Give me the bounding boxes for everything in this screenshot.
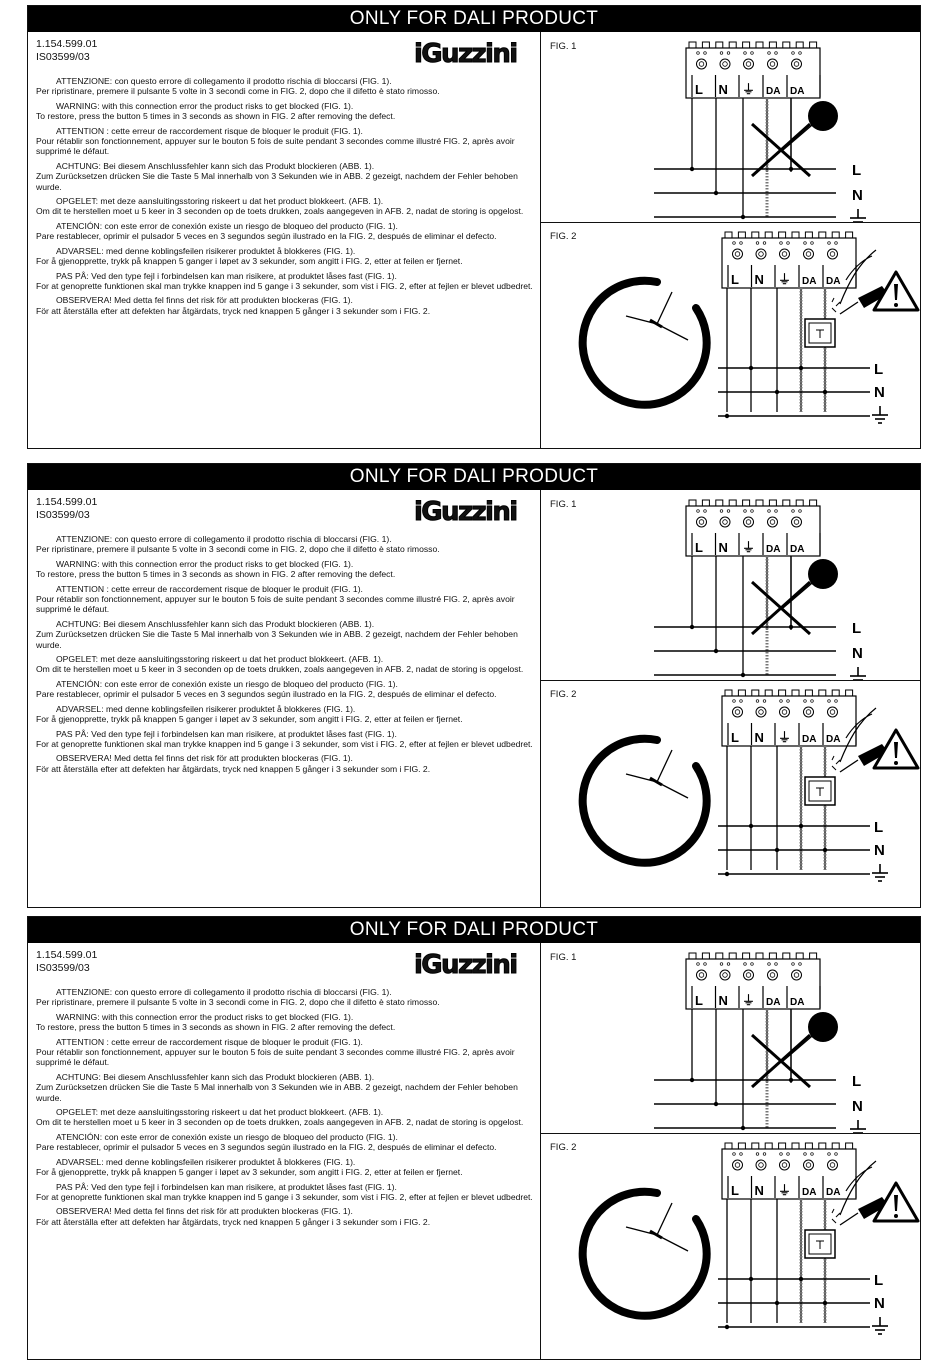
text-column [28,490,541,907]
line-label-l: L [874,1272,884,1289]
multilingual-notes [36,534,536,778]
terminal-label: L [695,540,703,555]
figure-1 [540,943,920,1134]
note-warning: ACHTUNG: Bei diesem Anschlussfehler kann sich das Produkt blockieren (ABB. 1). [56,618,375,629]
note-instruction: Pare restablecer, oprimir el pulsador 5 veces en 3 segundos según ilustrado en la FIG. 2, después de eliminar el defecto. [36,1142,497,1153]
figure-column [540,490,920,907]
doc-revision: IS03599/03 [36,51,90,63]
junction-dot [741,1126,745,1130]
note-warning: ATTENTION : cette erreur de raccordement risque de bloquer le produit (FIG. 1). [56,1036,363,1047]
banner-title: ONLY FOR DALI PRODUCT [28,917,920,943]
junction-dot [823,848,827,852]
terminal-label: N [754,1183,764,1198]
fig2-reset-diagram [540,222,922,450]
terminal-label: ⏚ [742,540,756,555]
note-instruction: Zum Zurücksetzen drücken Sie die Taste 5 Mal innerhalb von 3 Sekunden wie in ABB. 2 gezeigt, nachdem der Fehler behoben wurde. [36,629,518,650]
terminal-label: N [718,82,728,97]
figure-1 [540,32,920,223]
text-column [28,943,541,1359]
terminal-label: DA [826,1187,841,1198]
note-warning: PAS PÅ: Ved den type fejl i forbindelsen kan man risikere, at produktet låses fast (FIG. 1). [56,270,397,281]
note-instruction: Om dit te herstellen moet u 5 keer in 3 seconden op de toets drukken, zoals aangegeven in AFB. 2, nadat de storing is opgelost. [36,664,524,675]
doc-revision: IS03599/03 [36,509,90,521]
note-paragraph [36,161,536,192]
ground-icon [872,864,888,881]
note-paragraph [36,271,536,292]
note-instruction: For at genoprette funktionen skal man trykke knappen ind 5 gange i 3 sekunder, som vist i FIG. 2, efter at fejlen er blevet udbedret. [36,1191,533,1202]
note-instruction: To restore, press the button 5 times in 3 seconds as shown in FIG. 2 after removing the defect. [36,1022,396,1033]
fig1-label: FIG. 1 [550,499,577,510]
banner-title: ONLY FOR DALI PRODUCT [28,464,920,490]
junction-dot [749,824,753,828]
push-button-icon [805,319,835,347]
junction-dot [714,649,718,653]
note-warning: ATTENZIONE: con questo errore di collegamento il prodotto rischia di bloccarsi (FIG. 1). [56,76,392,86]
terminal-label: L [731,272,739,287]
instruction-panel [27,463,921,908]
clock-icon [583,281,707,405]
junction-dot [725,872,729,876]
note-warning: WARNING: with this connection error the product risks to get blocked (FIG. 1). [56,100,354,111]
note-paragraph [36,753,536,774]
note-instruction: To restore, press the button 5 times in 3 seconds as shown in FIG. 2 after removing the defect. [36,569,396,580]
doc-code: 1.154.599.01 [36,949,98,961]
note-instruction: For å gjenopprette, trykk på knappen 5 ganger i løpet av 3 sekunder, som angitt i FIG. 2, etter at feilen er fjernet. [36,714,463,725]
note-warning: OPGELET: met deze aansluitingsstoring riskeert u dat het product blokkeert. (AFB. 1). [56,654,384,665]
note-warning: WARNING: with this connection error the product risks to get blocked (FIG. 1). [56,1011,354,1022]
figure-column [540,32,920,448]
terminal-label: DA [826,276,841,287]
note-paragraph [36,654,536,675]
terminal-label: L [731,1183,739,1198]
terminal-label: DA [802,276,817,287]
brand-logo: iGuzzini [414,39,517,69]
terminal-label: ⏚ [778,730,792,745]
line-label-n: N [852,645,863,662]
note-paragraph [36,619,536,650]
junction-dot [690,1078,694,1082]
note-warning: WARNING: with this connection error the product risks to get blocked (FIG. 1). [56,558,354,569]
junction-dot [749,1277,753,1281]
note-warning: ADVARSEL: med denne koblingsfeilen risikerer produktet å blokkeres (FIG. 1). [56,245,356,256]
terminal-label: DA [790,86,805,97]
terminal-label: N [718,993,728,1008]
fig1-label: FIG. 1 [550,41,577,52]
junction-dot [775,1301,779,1305]
note-instruction: Om dit te herstellen moet u 5 keer in 3 seconden op de toets drukken, zoals aangegeven in AFB. 2, nadat de storing is opgelost. [36,206,524,217]
doc-revision: IS03599/03 [36,962,90,974]
note-warning: ADVARSEL: med denne koblingsfeilen risikerer produktet å blokkeres (FIG. 1). [56,1156,356,1167]
note-instruction: For at genoprette funktionen skal man trykke knappen ind 5 gange i 3 sekunder, som vist i FIG. 2, efter at fejlen er blevet udbedret. [36,280,533,291]
note-paragraph [36,1132,536,1153]
push-button-icon [805,1230,835,1258]
terminal-label: DA [802,734,817,745]
note-instruction: Pare restablecer, oprimir el pulsador 5 veces en 3 segundos según ilustrado en la FIG. 2, después de eliminar el defecto. [36,689,497,700]
note-instruction: Om dit te herstellen moet u 5 keer in 3 seconden op de toets drukken, zoals aangegeven in AFB. 2, nadat de storing is opgelost. [36,1117,524,1128]
note-instruction: Pour rétablir son fonctionnement, appuyer sur le bouton 5 fois de suite pendant 3 secondes comme illustré FIG. 2, après avoir supprimé le défaut. [36,136,515,157]
clock-icon [583,739,707,863]
note-paragraph [36,584,536,615]
instruction-panel [27,916,921,1360]
terminal-label: L [731,730,739,745]
note-instruction: Per ripristinare, premere il pulsante 5 volte in 3 secondi come in FIG. 2, dopo che il difetto è stato rimosso. [36,997,440,1008]
terminal-block [686,500,820,556]
note-instruction: For å gjenopprette, trykk på knappen 5 ganger i løpet av 3 sekunder, som angitt i FIG. 2, etter at feilen er fjernet. [36,256,463,267]
note-paragraph [36,126,536,157]
note-instruction: Per ripristinare, premere il pulsante 5 volte in 3 secondi come in FIG. 2, dopo che il difetto è stato rimosso. [36,86,440,97]
line-label-l: L [852,620,862,637]
line-label-n: N [874,1295,885,1312]
ground-icon [850,209,866,222]
multilingual-notes [36,76,536,320]
note-instruction: Zum Zurücksetzen drücken Sie die Taste 5 Mal innerhalb von 3 Sekunden wie in ABB. 2 gezeigt, nachdem der Fehler behoben wurde. [36,1082,518,1103]
note-warning: ATTENTION : cette erreur de raccordement risque de bloquer le produit (FIG. 1). [56,125,363,136]
figure-2 [540,222,920,448]
note-paragraph [36,987,536,1008]
note-paragraph [36,1037,536,1068]
figure-2 [540,1133,920,1359]
note-instruction: Per ripristinare, premere il pulsante 5 volte in 3 secondi come in FIG. 2, dopo che il difetto è stato rimosso. [36,544,440,555]
note-warning: OBSERVERA! Med detta fel finns det risk för att produkten blockeras (FIG. 1). [56,753,353,764]
terminal-block [722,690,856,746]
note-warning: OBSERVERA! Med detta fel finns det risk för att produkten blockeras (FIG. 1). [56,1206,353,1217]
junction-dot [775,390,779,394]
note-paragraph [36,1206,536,1227]
terminal-block [722,232,856,288]
figure-1 [540,490,920,681]
note-paragraph [36,1072,536,1103]
junction-dot [823,1301,827,1305]
junction-dot [714,1102,718,1106]
note-instruction: För att återställa efter att defekten har åtgärdats, tryck ned knappen 5 gånger i 3 sekunder som i FIG. 2. [36,1216,431,1227]
note-instruction: For at genoprette funktionen skal man trykke knappen ind 5 gange i 3 sekunder, som vist i FIG. 2, efter at fejlen er blevet udbedret. [36,738,533,749]
terminal-block [686,953,820,1009]
junction-dot [789,167,793,171]
note-paragraph [36,196,536,217]
terminal-block [722,1143,856,1199]
terminal-label: L [695,82,703,97]
note-warning: ATENCIÓN: con este error de conexión existe un riesgo de bloqueo del producto (FIG. 1). [56,1131,398,1142]
junction-dot [799,1277,803,1281]
note-paragraph [36,76,536,97]
note-paragraph [36,559,536,580]
junction-dot [690,625,694,629]
fig1-wiring-diagram [540,943,922,1133]
note-instruction: För att återställa efter att defekten har åtgärdats, tryck ned knappen 5 gånger i 3 sekunder som i FIG. 2. [36,763,431,774]
junction-dot [775,848,779,852]
fault-dot [808,1012,838,1042]
fig1-wiring-diagram [540,32,922,222]
terminal-label: DA [790,544,805,555]
fig2-reset-diagram [540,680,922,908]
fig2-label: FIG. 2 [550,689,577,700]
terminal-label: DA [802,1187,817,1198]
note-instruction: För att återställa efter att defekten har åtgärdats, tryck ned knappen 5 gånger i 3 sekunder som i FIG. 2. [36,305,431,316]
note-warning: ACHTUNG: Bei diesem Anschlussfehler kann sich das Produkt blockieren (ABB. 1). [56,1071,375,1082]
note-warning: ATTENZIONE: con questo errore di collegamento il prodotto rischia di bloccarsi (FIG. 1). [56,534,392,544]
junction-dot [799,366,803,370]
note-warning: ADVARSEL: med denne koblingsfeilen risikerer produktet å blokkeres (FIG. 1). [56,703,356,714]
fig2-reset-diagram [540,1133,922,1361]
note-warning: ATTENZIONE: con questo errore di collegamento il prodotto rischia di bloccarsi (FIG. 1). [56,987,392,997]
note-warning: OPGELET: met deze aansluitingsstoring riskeert u dat het product blokkeert. (AFB. 1). [56,1107,384,1118]
terminal-label: L [695,993,703,1008]
note-paragraph [36,1012,536,1033]
terminal-block [686,42,820,98]
doc-code: 1.154.599.01 [36,38,98,50]
note-paragraph [36,1107,536,1128]
ground-icon [850,667,866,680]
multilingual-notes [36,987,536,1231]
note-warning: ATTENTION : cette erreur de raccordement risque de bloquer le produit (FIG. 1). [56,583,363,594]
figure-column [540,943,920,1359]
junction-dot [799,824,803,828]
note-paragraph [36,704,536,725]
ground-icon [872,406,888,423]
note-paragraph [36,1157,536,1178]
push-button-icon [805,777,835,805]
ground-icon [850,1120,866,1133]
terminal-label: ⏚ [742,993,756,1008]
error-cross-icon [752,1031,818,1087]
junction-dot [789,1078,793,1082]
note-warning: PAS PÅ: Ved den type fejl i forbindelsen kan man risikere, at produktet låses fast (FIG. 1). [56,728,397,739]
junction-dot [725,414,729,418]
note-instruction: To restore, press the button 5 times in 3 seconds as shown in FIG. 2 after removing the defect. [36,111,396,122]
terminal-label: N [754,730,764,745]
clock-icon [583,1192,707,1316]
note-warning: ATENCIÓN: con este error de conexión existe un riesgo de bloqueo del producto (FIG. 1). [56,678,398,689]
note-paragraph [36,221,536,242]
note-paragraph [36,679,536,700]
text-column [28,32,541,448]
junction-dot [714,191,718,195]
note-warning: ATENCIÓN: con este error de conexión existe un riesgo de bloqueo del producto (FIG. 1). [56,220,398,231]
terminal-label: DA [766,86,781,97]
fault-dot [808,559,838,589]
fig2-label: FIG. 2 [550,1142,577,1153]
instruction-panel [27,5,921,449]
fig2-label: FIG. 2 [550,231,577,242]
note-instruction: Pare restablecer, oprimir el pulsador 5 veces en 3 segundos según ilustrado en la FIG. 2, después de eliminar el defecto. [36,231,497,242]
terminal-label: ⏚ [742,82,756,97]
junction-dot [725,1325,729,1329]
error-cross-icon [752,578,818,634]
junction-dot [749,366,753,370]
brand-logo: iGuzzini [414,497,517,527]
junction-dot [823,390,827,394]
junction-dot [690,167,694,171]
line-label-n: N [874,384,885,401]
note-instruction: For å gjenopprette, trykk på knappen 5 ganger i løpet av 3 sekunder, som angitt i FIG. 2, etter at feilen er fjernet. [36,1167,463,1178]
note-warning: OBSERVERA! Med detta fel finns det risk för att produkten blockeras (FIG. 1). [56,295,353,306]
line-label-l: L [874,819,884,836]
terminal-label: DA [826,734,841,745]
terminal-label: ⏚ [778,272,792,287]
note-warning: ACHTUNG: Bei diesem Anschlussfehler kann sich das Produkt blockieren (ABB. 1). [56,160,375,171]
figure-2 [540,680,920,907]
note-paragraph [36,729,536,750]
fig1-wiring-diagram [540,490,922,680]
line-label-n: N [852,187,863,204]
banner-title: ONLY FOR DALI PRODUCT [28,6,920,32]
terminal-label: N [754,272,764,287]
note-instruction: Pour rétablir son fonctionnement, appuyer sur le bouton 5 fois de suite pendant 3 secondes comme illustré FIG. 2, après avoir supprimé le défaut. [36,594,515,615]
fault-dot [808,101,838,131]
note-paragraph [36,1182,536,1203]
ground-icon [872,1317,888,1334]
line-label-l: L [852,162,862,179]
line-label-l: L [852,1073,862,1090]
line-label-n: N [874,842,885,859]
doc-code: 1.154.599.01 [36,496,98,508]
note-warning: OPGELET: met deze aansluitingsstoring riskeert u dat het product blokkeert. (AFB. 1). [56,196,384,207]
junction-dot [741,215,745,219]
note-paragraph [36,534,536,555]
note-paragraph [36,101,536,122]
line-label-l: L [874,361,884,378]
note-instruction: Pour rétablir son fonctionnement, appuyer sur le bouton 5 fois de suite pendant 3 secondes comme illustré FIG. 2, après avoir supprimé le défaut. [36,1047,515,1068]
note-paragraph [36,246,536,267]
terminal-label: ⏚ [778,1183,792,1198]
note-instruction: Zum Zurücksetzen drücken Sie die Taste 5 Mal innerhalb von 3 Sekunden wie in ABB. 2 gezeigt, nachdem der Fehler behoben wurde. [36,171,518,192]
terminal-label: DA [790,997,805,1008]
error-cross-icon [752,120,818,176]
terminal-label: N [718,540,728,555]
terminal-label: DA [766,544,781,555]
line-label-n: N [852,1098,863,1115]
junction-dot [741,673,745,677]
note-warning: PAS PÅ: Ved den type fejl i forbindelsen kan man risikere, at produktet låses fast (FIG. 1). [56,1181,397,1192]
terminal-label: DA [766,997,781,1008]
note-paragraph [36,295,536,316]
fig1-label: FIG. 1 [550,952,577,963]
brand-logo: iGuzzini [414,950,517,980]
junction-dot [789,625,793,629]
